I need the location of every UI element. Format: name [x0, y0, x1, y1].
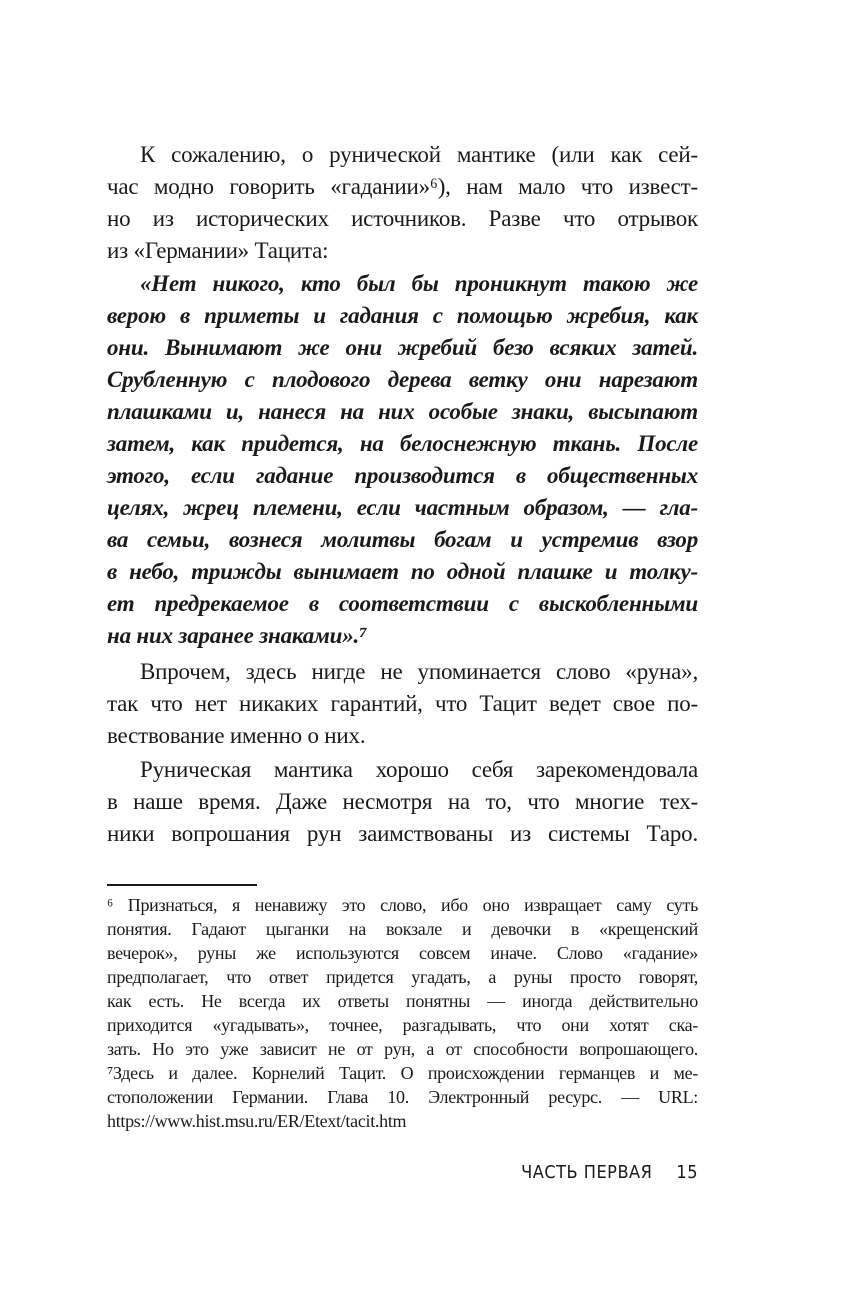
text-line: К сожалению, о рунической мантике (или как сей-	[140, 142, 698, 167]
footnote-line: приходится «угадывать», точнее, разгадывать, что они хотят ска-	[107, 1015, 698, 1035]
footnote-line: как есть. Не всегда их ответы понятны — иногда действительно	[107, 991, 698, 1011]
text-line: Впрочем, здесь нигде не упоминается слово «руна»,	[140, 659, 698, 684]
footnote-line: предполагает, что ответ придется угадать, а руны просто говорят,	[107, 967, 698, 987]
quote-line: на них заранее знаками».⁷	[107, 623, 367, 648]
footnote-divider	[107, 884, 257, 886]
text-line: Руническая мантика хорошо себя зарекомендовала	[140, 757, 698, 782]
text-line: из «Германии» Тацита:	[107, 238, 329, 263]
footnote-line: зать. Но это уже зависит не от рун, а от способности вопрошающего.	[107, 1039, 698, 1059]
quote-line: «Нет никого, кто был бы проникнут такою же	[140, 271, 698, 296]
text-line: час модно говорить «гадании»⁶), нам мало что извест-	[107, 174, 698, 199]
section-title: ЧАСТЬ ПЕРВАЯ	[521, 1162, 653, 1183]
quote-line: они. Вынимают же они жребий безо всяких затей.	[107, 335, 698, 360]
quote-line: ет предрекаемое в соответствии с выскобленными	[107, 591, 698, 616]
footnote-line: ⁷Здесь и далее. Корнелий Тацит. О происхождении германцев и ме-	[107, 1063, 698, 1083]
quote-line: плашками и, нанеся на них особые знаки, высыпают	[107, 399, 698, 424]
text-line: в наше время. Даже несмотря на то, что многие тех-	[107, 789, 698, 814]
footnote-line: вечерок», руны же используются совсем иначе. Слово «гадание»	[107, 943, 698, 963]
footnote-line: стоположении Германии. Глава 10. Электронный ресурс. — URL:	[107, 1087, 698, 1107]
text-line: ники вопрошания рун заимствованы из системы Таро.	[107, 821, 698, 846]
footnote-line: ⁶ Признаться, я ненавижу это слово, ибо оно извращает саму суть	[107, 895, 698, 915]
quote-line: верою в приметы и гадания с помощью жребия, как	[107, 303, 698, 328]
footnote-line: понятия. Гадают цыганки на вокзале и девочки в «крещенский	[107, 919, 698, 939]
quote-line: затем, как придется, на белоснежную ткань. После	[107, 431, 698, 456]
running-footer	[521, 1162, 698, 1183]
quote-line: целях, жрец племени, если частным образом, — гла-	[107, 495, 698, 520]
quote-line: Срубленную с плодового дерева ветку они нарезают	[107, 367, 698, 392]
text-line: вествование именно о них.	[107, 723, 366, 748]
quote-line: в небо, трижды вынимает по одной плашке и толку-	[107, 559, 698, 584]
page-number: 15	[676, 1162, 698, 1183]
text-line: так что нет никаких гарантий, что Тацит ведет свое по-	[107, 691, 698, 716]
footnote-url: https://www.hist.msu.ru/ER/Etext/tacit.htm	[107, 1111, 407, 1131]
quote-line: этого, если гадание производится в общественных	[107, 463, 698, 488]
text-line: но из исторических источников. Разве что отрывок	[107, 206, 698, 231]
quote-line: ва семьи, вознеся молитвы богам и устремив взор	[107, 527, 698, 552]
